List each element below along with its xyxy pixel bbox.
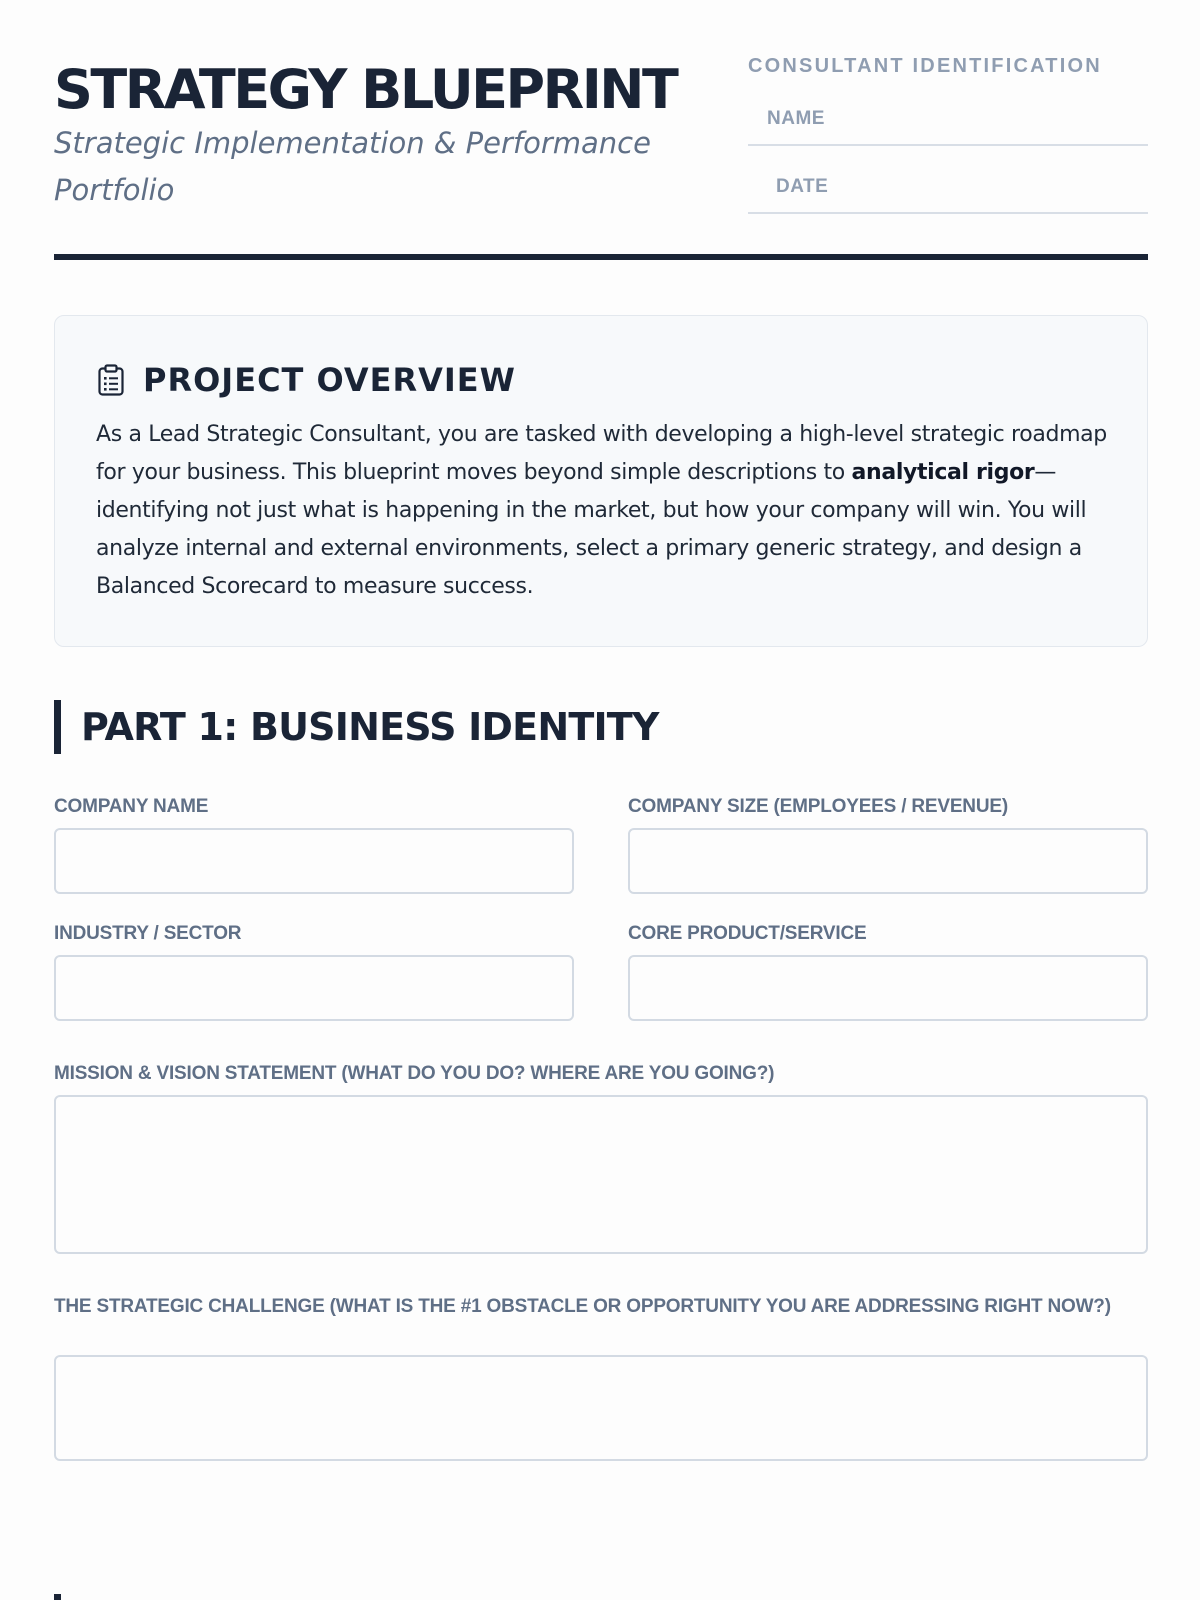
page-header xyxy=(54,52,1148,262)
overview-text-part1: As a Lead Strategic Consultant, you are tasked with developing a high-level strategic roadmap for your business. This blueprint moves beyond simple descriptions to xyxy=(96,422,1107,485)
consultant-name-field[interactable] xyxy=(748,73,1148,146)
page-title: STRATEGY BLUEPRINT xyxy=(54,58,677,121)
company-size-input[interactable] xyxy=(628,828,1148,894)
overview-text-part2: —identifying not just what is happening in the market, but how your company will win. You will analyze internal and external environments, select a primary generic strategy, and design a Balanced Scorecard to measure success. xyxy=(96,460,1087,599)
overview-text xyxy=(96,416,1116,606)
part1-title: PART 1: BUSINESS IDENTITY xyxy=(54,700,659,754)
mission-vision-label: MISSION & VISION STATEMENT (WHAT DO YOU DO? WHERE ARE YOU GOING?) xyxy=(54,1063,775,1084)
worksheet-page xyxy=(54,0,1148,1600)
strategic-challenge-label: THE STRATEGIC CHALLENGE (WHAT IS THE #1 OBSTACLE OR OPPORTUNITY YOU ARE ADDRESSING RIGHT NOW?) xyxy=(54,1296,1111,1317)
project-overview-panel xyxy=(54,315,1148,647)
overview-text-bold: analytical rigor xyxy=(851,460,1035,485)
company-size-label: COMPANY SIZE (EMPLOYEES / REVENUE) xyxy=(628,796,1008,817)
industry-sector-label: INDUSTRY / SECTOR xyxy=(54,923,242,944)
consultant-date-placeholder: DATE xyxy=(776,176,829,197)
header-divider xyxy=(54,254,1148,260)
consultant-date-field[interactable] xyxy=(748,146,1148,214)
overview-title: PROJECT OVERVIEW xyxy=(143,361,516,399)
company-name-input[interactable] xyxy=(54,828,574,894)
core-product-input[interactable] xyxy=(628,955,1148,1021)
consultant-name-placeholder: NAME xyxy=(767,108,825,129)
company-name-label: COMPANY NAME xyxy=(54,796,209,817)
mission-vision-textarea[interactable] xyxy=(54,1095,1148,1254)
consultant-heading: CONSULTANT IDENTIFICATION xyxy=(748,55,1102,77)
strategic-challenge-textarea[interactable] xyxy=(54,1355,1148,1461)
core-product-label: CORE PRODUCT/SERVICE xyxy=(628,923,867,944)
page-subtitle: Strategic Implementation & Performance Portfolio xyxy=(54,126,651,207)
next-section-marker xyxy=(54,1594,61,1600)
consultant-identification xyxy=(748,52,1148,214)
industry-sector-input[interactable] xyxy=(54,955,574,1021)
clipboard-icon xyxy=(97,364,125,396)
